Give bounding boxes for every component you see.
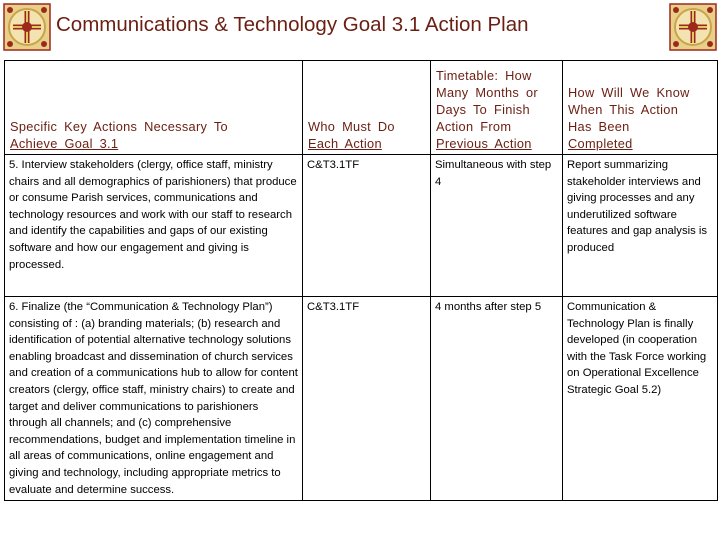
header-completed-line1: How Will We Know — [568, 85, 690, 100]
header-timetable-line2: Many Months or — [436, 85, 538, 100]
parish-seal-icon — [2, 2, 52, 52]
table-row — [5, 297, 718, 501]
title-bar — [0, 0, 720, 58]
row-timetable-cell: 4 months after step 5 — [431, 297, 563, 501]
header-timetable-line4: Action From — [436, 119, 512, 134]
action-plan-table — [4, 60, 718, 501]
header-timetable-line3: Days To Finish — [436, 102, 530, 117]
table-row — [5, 155, 718, 297]
header-actions — [5, 61, 303, 155]
parish-seal-icon — [668, 2, 718, 52]
row-action-cell: 6. Finalize (the “Communication & Technology Plan”) consisting of : (a) branding materials; (b) research and identification of potential alternative technology solutions enabling broadcast and dissemination of church services and creation of a communications hub to allow for content creators (clergy, office staff, ministry chairs) to create and target and deliver communications to parishioners through all channels; and (c) comprehensive recommendations, budget and implementation timeline in all areas of communications, online engagement and giving and technology, including appropriate metrics to evaluate and determine success. — [5, 297, 303, 501]
row-timetable-cell: Simultaneous with step 4 — [431, 155, 563, 297]
header-timetable-line1: Timetable: How — [436, 68, 532, 83]
header-completed-line4: Completed — [568, 136, 633, 151]
header-timetable — [431, 61, 563, 155]
header-who-line1: Who Must Do — [308, 119, 395, 134]
header-who — [303, 61, 431, 155]
page-title: Communications & Technology Goal 3.1 Action Plan — [56, 13, 529, 36]
row-completed-cell: Communication & Technology Plan is finally developed (in cooperation with the Task Force working on Operational Excellence Strategic Goal 5.2) — [563, 297, 718, 501]
header-completed-line2: When This Action — [568, 102, 679, 117]
row-who-cell: C&T3.1TF — [303, 155, 431, 297]
row-completed-cell: Report summarizing stakeholder interviews and giving processes and any underutilized software features and gap analysis is produced — [563, 155, 718, 297]
header-completed — [563, 61, 718, 155]
row-action-cell: 5. Interview stakeholders (clergy, office staff, ministry chairs and all demographics of parishioners) that produce or consume Parish services, communications and technology resources and work with our staff to research and identify the capabilities and gaps of our existing software and how our engagement and giving is processed. — [5, 155, 303, 297]
header-timetable-line5: Previous Action — [436, 136, 532, 151]
table-header-row — [5, 61, 718, 155]
header-actions-line1: Specific Key Actions Necessary To — [10, 119, 228, 134]
header-who-line2: Each Action — [308, 136, 382, 151]
header-actions-line2: Achieve Goal 3.1 — [10, 136, 119, 151]
header-completed-line3: Has Been — [568, 119, 630, 134]
row-who-cell: C&T3.1TF — [303, 297, 431, 501]
